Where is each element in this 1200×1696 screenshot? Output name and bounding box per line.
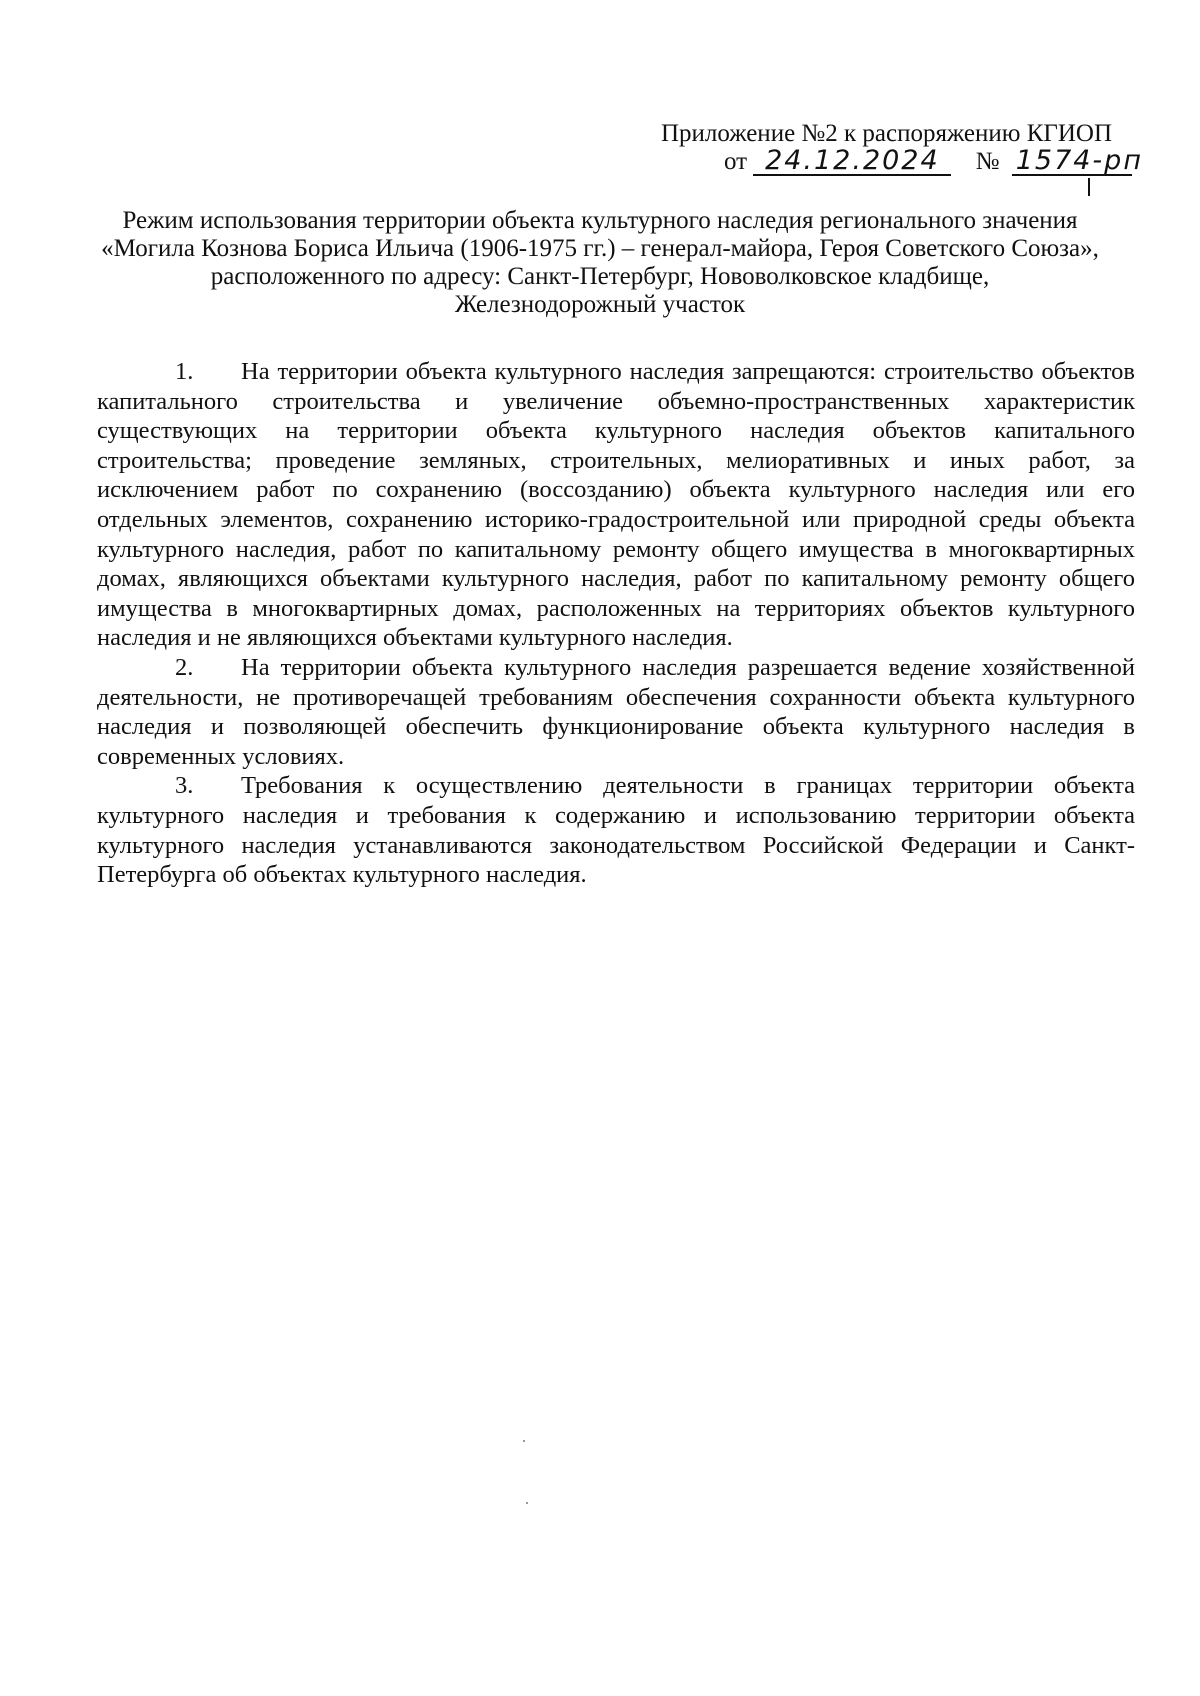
pen-stroke-mark — [1088, 178, 1090, 196]
paragraph-number: 1. — [175, 358, 194, 385]
document-header — [642, 120, 1143, 176]
paragraph-number: 2. — [175, 653, 194, 681]
title-line-1: Режим использования территории объекта культурного наследия регионального значения — [122, 207, 1078, 234]
title-line-4: Железнодорожный участок — [454, 291, 746, 318]
paragraph-2 — [97, 653, 1135, 771]
order-date-number-line — [642, 145, 1143, 176]
scan-speck — [523, 1440, 525, 1442]
paragraph-number: 3. — [175, 772, 194, 800]
paragraph-1 — [97, 357, 1135, 653]
appendix-reference: Приложение №2 к распоряжению КГИОП — [660, 120, 1112, 147]
date-prefix: от — [724, 148, 748, 175]
paragraph-text: На территории объекта культурного наследия разрешается ведение хозяйственной деятельности, не противоречащей требованиям обеспечения сохранности объекта культурного наследия и позволяющей обеспечить функционирование объекта культурного наследия в современных условиях. — [97, 653, 1135, 770]
title-line-2: «Могила Кознова Бориса Ильича (1906-1975 гг.) – генерал-майора, Героя Советского Союза», — [101, 235, 1099, 262]
paragraph-text: Требования к осуществлению деятельности в границах территории объекта культурного наследия и требования к содержанию и использованию территории объекта культурного наследия устанавливаются законодательством Российской Федерации и Санкт-Петербурга об объектах культурного наследия. — [97, 772, 1135, 889]
number-sign: № — [975, 148, 1000, 175]
document-body — [97, 357, 1135, 890]
title-line-3: расположенного по адресу: Санкт-Петербург, Нововолковское кладбище, — [210, 263, 990, 290]
document-title — [100, 207, 1100, 319]
paragraph-3 — [97, 771, 1135, 889]
handwritten-date: 24.12.2024 — [753, 148, 951, 176]
handwritten-order-number: 1574-рп — [1012, 148, 1132, 176]
scan-speck — [526, 1502, 528, 1504]
paragraph-text: На территории объекта культурного наследия запрещаются: строительство объектов капитального строительства и увеличение объемно-пространственных характеристик существующих на территории объекта культурного наследия объектов капитального строительства; проведение земляных, строительных, мелиоративных и иных работ, за исключением работ по сохранению (воссозданию) объекта культурного наследия или его отдельных элементов, сохранению историко-градостроительной или природной среды объекта культурного наследия, работ по капитальному ремонту общего имущества в многоквартирных домах, являющихся объектами культурного наследия, работ по капитальному ремонту общего имущества в многоквартирных домах, расположенных на территориях объектов культурного наследия и не являющихся объектами культурного наследия. — [97, 358, 1135, 652]
